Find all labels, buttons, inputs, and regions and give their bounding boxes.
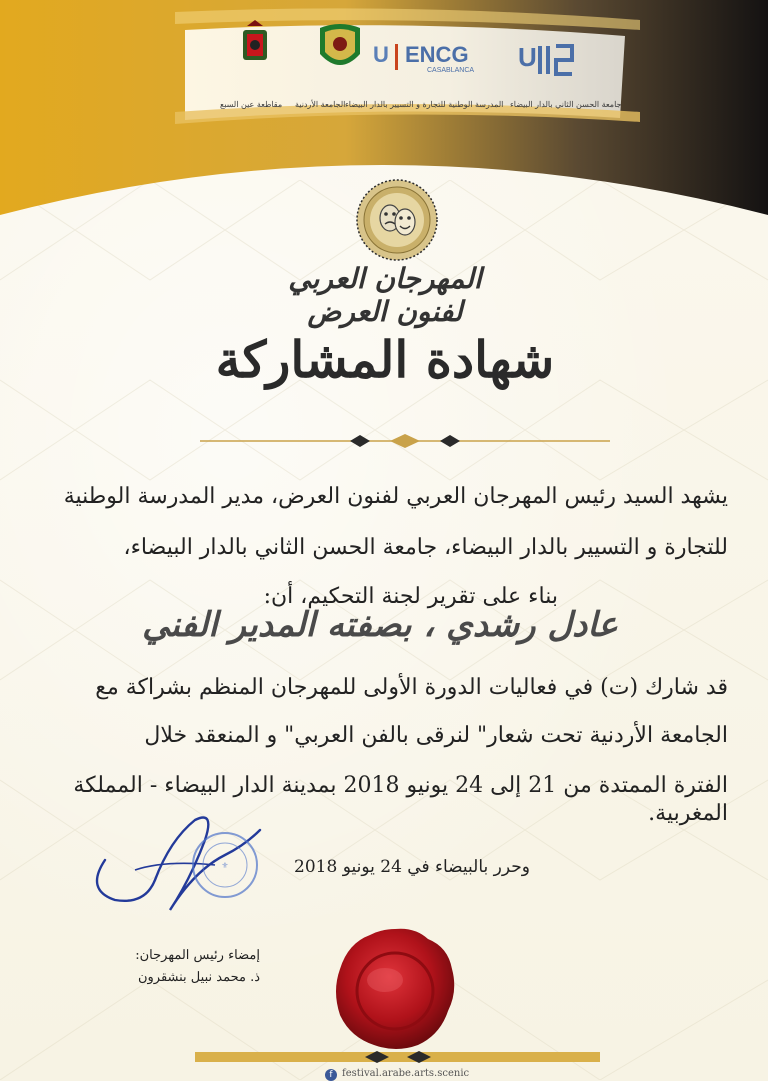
festival-name: المهرجان العربي لفنون العرض xyxy=(288,262,482,328)
logo-caption: المدرسة الوطنية للتجارة و التسيير بالدار البيضاء xyxy=(345,100,504,109)
body-line-5: الجامعة الأردنية تحت شعار" لنرقى بالفن العربي" و المنعقد خلال xyxy=(144,723,728,748)
encg-text: ENCG xyxy=(405,42,469,67)
signatory-name: ذ. محمد نبيل بنشقرون xyxy=(137,970,260,985)
body-line-4: قد شارك (ت) في فعاليات الدورة الأولى للمهرجان المنظم بشراكة مع xyxy=(95,675,728,700)
uh2c-icon xyxy=(538,44,578,84)
wax-seal-icon xyxy=(330,925,460,1055)
svg-text:⚜: ⚜ xyxy=(221,861,229,870)
signature-label: إمضاء رئيس المهرجان: xyxy=(135,948,260,963)
body-line-6: الفترة الممتدة من 21 إلى 24 يونيو 2018 بمدينة الدار البيضاء - المملكة المغربية. xyxy=(73,773,728,826)
uh2c-letter: U xyxy=(518,42,537,72)
logo-caption: الجامعة الأردنية xyxy=(295,100,346,109)
logo-uh2c xyxy=(500,20,622,120)
signature-block xyxy=(80,945,260,989)
body-line-3: بناء على تقرير لجنة التحكيم، أن: xyxy=(263,584,558,609)
logo-caption: مقاطعة عين السبع xyxy=(220,100,283,109)
footer-url[interactable]: festival.arabe.arts.scenic xyxy=(342,1068,470,1079)
bottom-ornament xyxy=(195,1050,600,1064)
official-stamp-icon xyxy=(190,830,260,900)
date-line: وحرر بالبيضاء في 24 يونيو 2018 xyxy=(294,857,530,877)
prefecture-emblem-icon xyxy=(235,20,275,80)
body-line-1: يشهد السيد رئيس المهرجان العربي لفنون العرض، مدير المدرسة الوطنية xyxy=(63,484,728,509)
facebook-icon: f xyxy=(325,1069,337,1081)
certificate-title: شهادة المشاركة xyxy=(215,330,555,389)
ornamental-divider xyxy=(200,432,610,450)
theatre-masks-medal-icon xyxy=(355,178,439,262)
uh2c-mark: U xyxy=(373,42,389,67)
encg-subtext: CASABLANCA xyxy=(427,67,475,74)
body-line-2: للتجارة و التسيير بالدار البيضاء، جامعة الحسن الثاني بالدار البيضاء، xyxy=(123,535,728,560)
logo-encg xyxy=(345,20,504,120)
logo-caption: جامعة الحسن الثاني بالدار البيضاء xyxy=(510,100,622,109)
jordan-university-emblem-icon xyxy=(315,20,365,76)
participant-name: عادل رشدي ، بصفته المدير الفني xyxy=(142,605,618,645)
